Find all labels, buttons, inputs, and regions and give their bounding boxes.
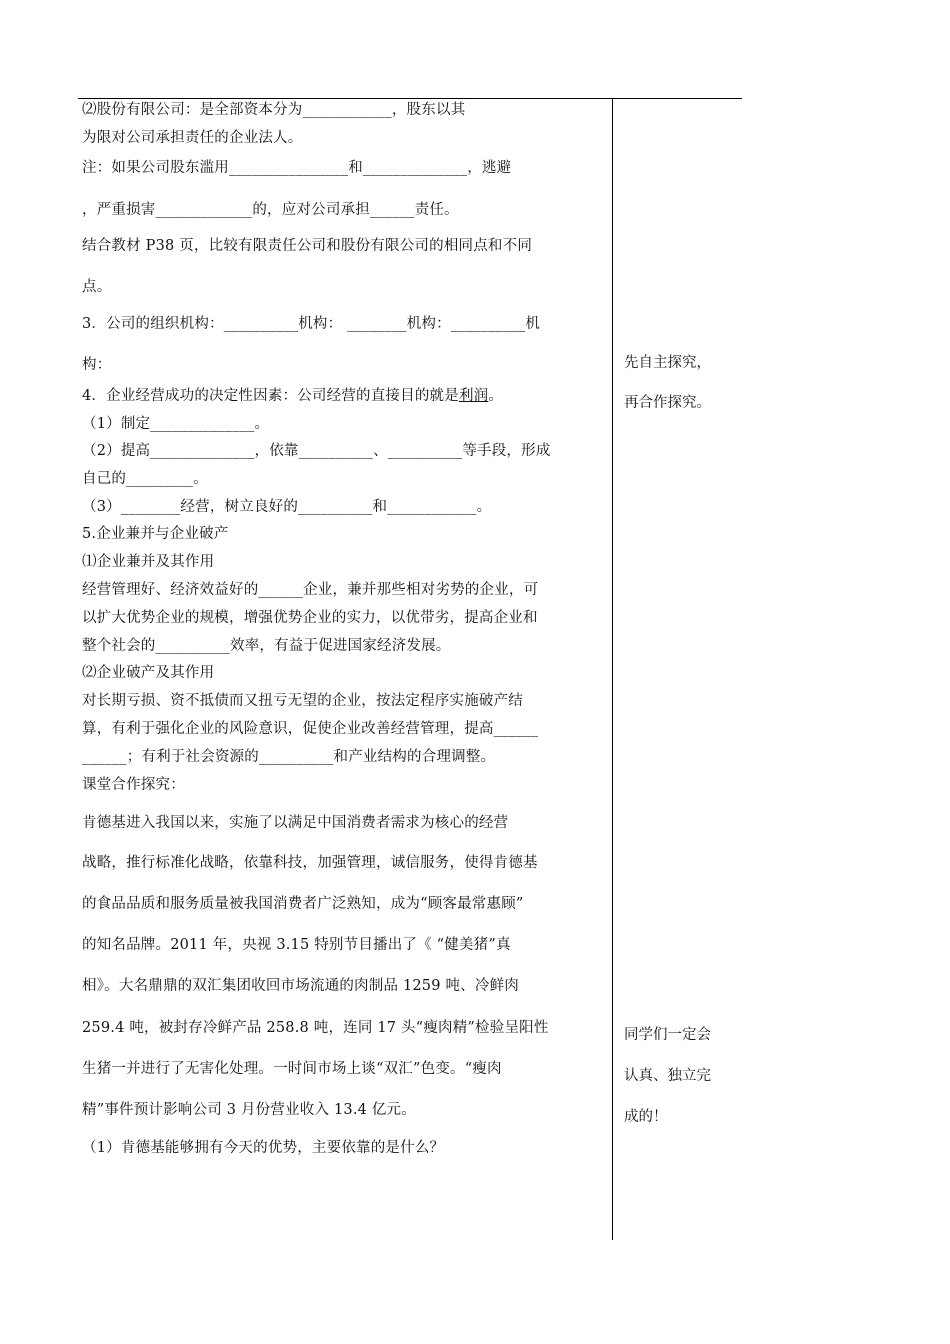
text-line: （3）________经营，树立良好的__________和____________。 bbox=[82, 499, 492, 515]
subsection-heading: ⑴企业兼并及其作用 bbox=[82, 554, 215, 570]
text-line: （2）提高______________，依靠__________、__________等手段，形成 bbox=[82, 443, 551, 459]
text-line: 3．公司的组织机构：__________机构： ________机构：__________机 bbox=[82, 316, 541, 332]
question-line: （1）肯德基能够拥有今天的优势，主要依靠的是什么？ bbox=[82, 1140, 445, 1156]
underlined-answer: 利润 bbox=[458, 388, 489, 404]
paragraph-line: 的知名品牌。2011 年，央视 3.15 特别节目播出了《 “健美猪”真 bbox=[82, 937, 511, 953]
text-line: 对长期亏损、资不抵债而又扭亏无望的企业，按法定程序实施破产结 bbox=[82, 693, 523, 709]
text-line bbox=[82, 386, 503, 406]
side-note: 同学们一定会 bbox=[624, 1027, 711, 1043]
section-heading: 5.企业兼并与企业破产 bbox=[82, 526, 229, 542]
side-note: 成的！ bbox=[624, 1109, 668, 1125]
paragraph-line: 肯德基进入我国以来，实施了以满足中国消费者需求为核心的经营 bbox=[82, 815, 509, 831]
text-line: ，严重损害_____________的，应对公司承担______责任。 bbox=[82, 202, 459, 218]
top-rule bbox=[78, 98, 742, 99]
paragraph-line: 的食品品质和服务质量被我国消费者广泛熟知，成为“顾客最常惠顾” bbox=[82, 896, 524, 912]
subsection-heading: ⑵企业破产及其作用 bbox=[82, 665, 215, 681]
text-line: 构： bbox=[82, 357, 112, 373]
text-line: ______；有利于社会资源的__________和产业结构的合理调整。 bbox=[82, 749, 496, 765]
column-divider bbox=[612, 98, 613, 1240]
text-line: 整个社会的__________效率，有益于促进国家经济发展。 bbox=[82, 638, 451, 654]
text-line: 结合教材 P38 页，比较有限责任公司和股份有限公司的相同点和不同 bbox=[82, 238, 533, 254]
text-line: 自己的_________。 bbox=[82, 471, 208, 487]
text-line: 为限对公司承担责任的企业法人。 bbox=[82, 130, 303, 146]
side-note: 认真、独立完 bbox=[624, 1068, 711, 1084]
section-heading: 课堂合作探究： bbox=[82, 777, 185, 793]
paragraph-line: 精”事件预计影响公司 3 月份营业收入 13.4 亿元。 bbox=[82, 1102, 416, 1118]
text-segment: 。 bbox=[488, 388, 504, 404]
side-note: 再合作探究。 bbox=[624, 395, 711, 411]
paragraph-line: 259.4 吨，被封存冷鲜产品 258.8 吨，连同 17 头“瘦肉精”检验呈阳性 bbox=[82, 1020, 549, 1036]
text-line: 经营管理好、经济效益好的______企业，兼并那些相对劣势的企业，可 bbox=[82, 582, 539, 598]
text-line: （1）制定______________。 bbox=[82, 416, 270, 432]
paragraph-line: 相》。大名鼎鼎的双汇集团收回市场流通的肉制品 1259 吨、冷鲜肉 bbox=[82, 978, 519, 994]
text-line: 点。 bbox=[82, 279, 112, 295]
paragraph-line: 战略，推行标准化战略，依靠科技，加强管理，诚信服务，使得肯德基 bbox=[82, 855, 538, 871]
text-segment: 4．企业经营成功的决定性因素：公司经营的直接目的就是 bbox=[82, 388, 459, 404]
side-note: 先自主探究， bbox=[624, 355, 711, 371]
paragraph-line: 生猪一并进行了无害化处理。一时间市场上谈“双汇”色变。“瘦肉 bbox=[82, 1061, 502, 1077]
text-line: 以扩大优势企业的规模，增强优势企业的实力，以优带劣，提高企业和 bbox=[82, 610, 538, 626]
text-line: 注：如果公司股东滥用________________和______________，逃避 bbox=[82, 160, 512, 176]
text-line: 算，有利于强化企业的风险意识，促使企业改善经营管理，提高______ bbox=[82, 721, 539, 737]
text-line: ⑵股份有限公司：是全部资本分为____________，股东以其 bbox=[82, 102, 466, 118]
